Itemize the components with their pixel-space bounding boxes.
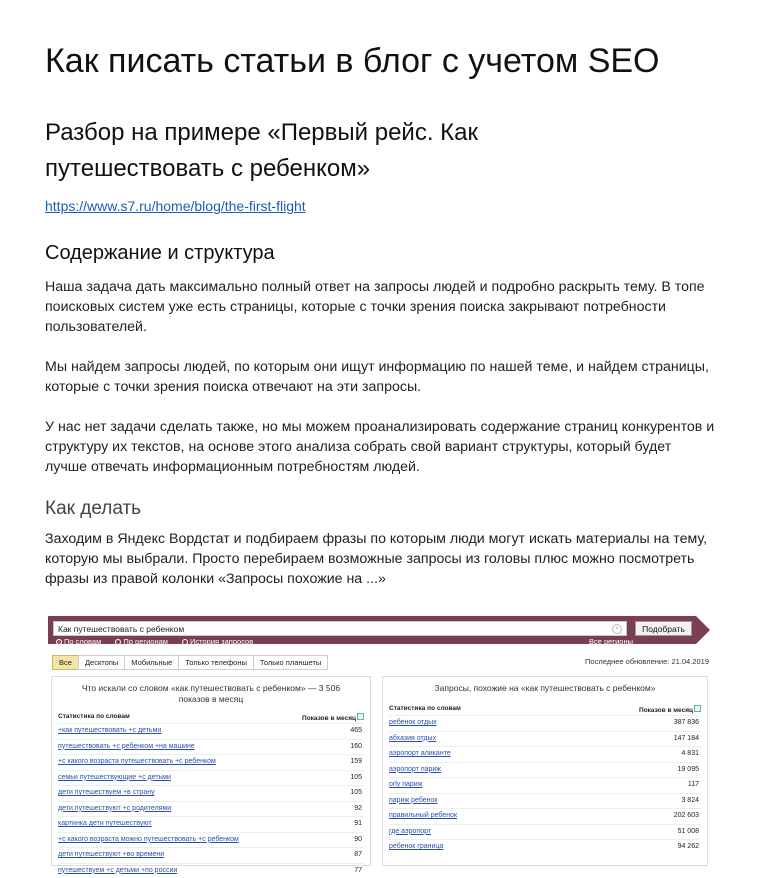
table-row [389, 715, 701, 731]
impressions-count: 77 [354, 867, 362, 874]
table-row [389, 746, 701, 762]
search-button[interactable]: Подобрать [635, 621, 692, 636]
radio-off-icon [115, 639, 121, 645]
impressions-count: 465 [350, 727, 362, 734]
radio-by-regions[interactable]: По регионам [115, 637, 168, 646]
wordstat-screenshot [48, 614, 713, 862]
keyword-link[interactable]: париж ребенок [389, 797, 437, 804]
source-link[interactable]: https://www.s7.ru/home/blog/the-first-flight [45, 198, 306, 214]
column-impressions: Показов в месяц [639, 705, 701, 714]
regions-link[interactable]: Все регионы [589, 637, 633, 646]
keyword-link[interactable]: дети путешествуют +с родителями [58, 805, 171, 812]
device-tabs [52, 655, 327, 670]
tab-mobile[interactable]: Мобильные [124, 655, 179, 670]
table-row [58, 863, 364, 878]
column-words: Статистика по словам [58, 713, 130, 720]
table-row [389, 824, 701, 840]
paragraph-4: Заходим в Яндекс Вордстат и подбираем фразы по которым люди могут искать материалы на тему, которую мы выбрали. Просто перебираем возможные запросы из головы плюс можно посмотреть фразы из правой колонки «Запросы похожие на ...» [45, 529, 715, 589]
impressions-count: 387 836 [674, 719, 699, 726]
keyword-link[interactable]: аэропорт аликанте [389, 750, 451, 757]
table-row [58, 739, 364, 755]
impressions-count: 159 [350, 758, 362, 765]
panel-title: Запросы, похожие на «как путешествовать с ребенком» [383, 677, 707, 703]
panel-title: Что искали со словом «как путешествовать с ребенком» — 3 506 показов в месяц [52, 677, 370, 711]
impressions-count: 202 603 [674, 812, 699, 819]
table-row [58, 770, 364, 786]
table-row [389, 793, 701, 809]
column-words: Статистика по словам [389, 705, 461, 712]
keyword-link[interactable]: ребенок граница [389, 843, 443, 850]
wordstat-search-bar [48, 616, 696, 644]
impressions-count: 90 [354, 836, 362, 843]
section-heading: Содержание и структура [45, 242, 275, 265]
impressions-count: 105 [350, 789, 362, 796]
similar-keyword-list [383, 715, 707, 855]
keyword-link[interactable]: абхазия отдых [389, 735, 436, 742]
table-row [389, 777, 701, 793]
howto-heading: Как делать [45, 498, 141, 520]
table-row [58, 816, 364, 832]
keyword-link[interactable]: путешествуем +с детьми +по россии [58, 867, 177, 874]
searched-with-panel [51, 676, 371, 866]
tab-desktops[interactable]: Десктопы [78, 655, 125, 670]
keyword-link[interactable]: ребенок отдых [389, 719, 437, 726]
last-updated: Последнее обновление: 21.04.2019 [585, 657, 709, 666]
impressions-count: 19 095 [678, 766, 699, 773]
impressions-count: 3 824 [681, 797, 699, 804]
keyword-list [52, 723, 370, 878]
table-row [58, 847, 364, 863]
keyword-link[interactable]: orly париж [389, 781, 422, 788]
keyword-link[interactable]: где аэропорт [389, 828, 431, 835]
radio-on-icon [56, 639, 62, 645]
wordstat-search-input[interactable] [53, 621, 627, 636]
table-row [389, 808, 701, 824]
page-title: Как писать статьи в блог с учетом SEO [45, 42, 660, 81]
keyword-link[interactable]: картинка дети путешествуют [58, 820, 152, 827]
table-row [389, 731, 701, 747]
paragraph-2: Мы найдем запросы людей, по которым они ищут информацию по нашей теме, и найдем страницы, которые с точки зрения поиска отвечают на эти запросы. [45, 357, 715, 397]
impressions-count: 91 [354, 820, 362, 827]
radio-by-words[interactable]: По словам [56, 637, 101, 646]
info-icon[interactable] [694, 705, 701, 712]
table-row [58, 832, 364, 848]
impressions-count: 147 184 [674, 735, 699, 742]
table-header [389, 703, 701, 715]
keyword-link[interactable]: дети путешествуют +во времени [58, 851, 164, 858]
impressions-count: 51 008 [678, 828, 699, 835]
article-subtitle: Разбор на примере «Первый рейс. Как путешествовать с ребенком» [45, 115, 605, 187]
search-mode-radios [56, 637, 265, 646]
impressions-count: 4 831 [681, 750, 699, 757]
impressions-count: 117 [688, 781, 699, 788]
table-row [389, 762, 701, 778]
keyword-link[interactable]: +с какого возраста путешествовать +с ребенком [58, 758, 216, 765]
clear-icon[interactable]: × [612, 624, 622, 634]
table-header [58, 711, 364, 723]
keyword-link[interactable]: семьи путешествующие +с детьми [58, 774, 171, 781]
info-icon[interactable] [357, 713, 364, 720]
tab-phones[interactable]: Только телефоны [178, 655, 254, 670]
keyword-link[interactable]: +как путешествовать +с детьми [58, 727, 161, 734]
search-bar-arrow [696, 616, 710, 644]
impressions-count: 105 [350, 774, 362, 781]
table-row [58, 785, 364, 801]
table-row [389, 839, 701, 855]
keyword-link[interactable]: путешествовать +с ребенком +на машине [58, 743, 195, 750]
wordstat-query: Как путешествовать с ребенком [58, 624, 184, 634]
radio-history[interactable]: История запросов [182, 637, 253, 646]
impressions-count: 87 [354, 851, 362, 858]
paragraph-1: Наша задача дать максимально полный ответ на запросы людей и подробно раскрыть тему. В топе поисковых систем уже есть страницы, которые с точки зрения поиска закрывают потребности пользователей. [45, 277, 715, 337]
impressions-count: 160 [350, 743, 362, 750]
table-row [58, 723, 364, 739]
table-row [58, 801, 364, 817]
impressions-count: 94 262 [678, 843, 699, 850]
keyword-link[interactable]: правильный ребенок [389, 812, 457, 819]
paragraph-3: У нас нет задачи сделать также, но мы можем проанализировать содержание страниц конкурентов и структуру их текстов, на основе этого анализа собрать свой вариант структуры, который будет лучше отвечать информационным потребностям людей. [45, 417, 715, 477]
similar-queries-panel [382, 676, 708, 866]
table-row [58, 754, 364, 770]
keyword-link[interactable]: +с какого возраста можно путешествовать +с ребенком [58, 836, 239, 843]
column-impressions: Показов в месяц [302, 713, 364, 722]
impressions-count: 92 [354, 805, 362, 812]
tab-tablets[interactable]: Только планшеты [253, 655, 328, 670]
keyword-link[interactable]: аэропорт париж [389, 766, 441, 773]
radio-off-icon [182, 639, 188, 645]
tab-all[interactable]: Все [52, 655, 79, 670]
keyword-link[interactable]: дети путешествуем +в страну [58, 789, 155, 796]
